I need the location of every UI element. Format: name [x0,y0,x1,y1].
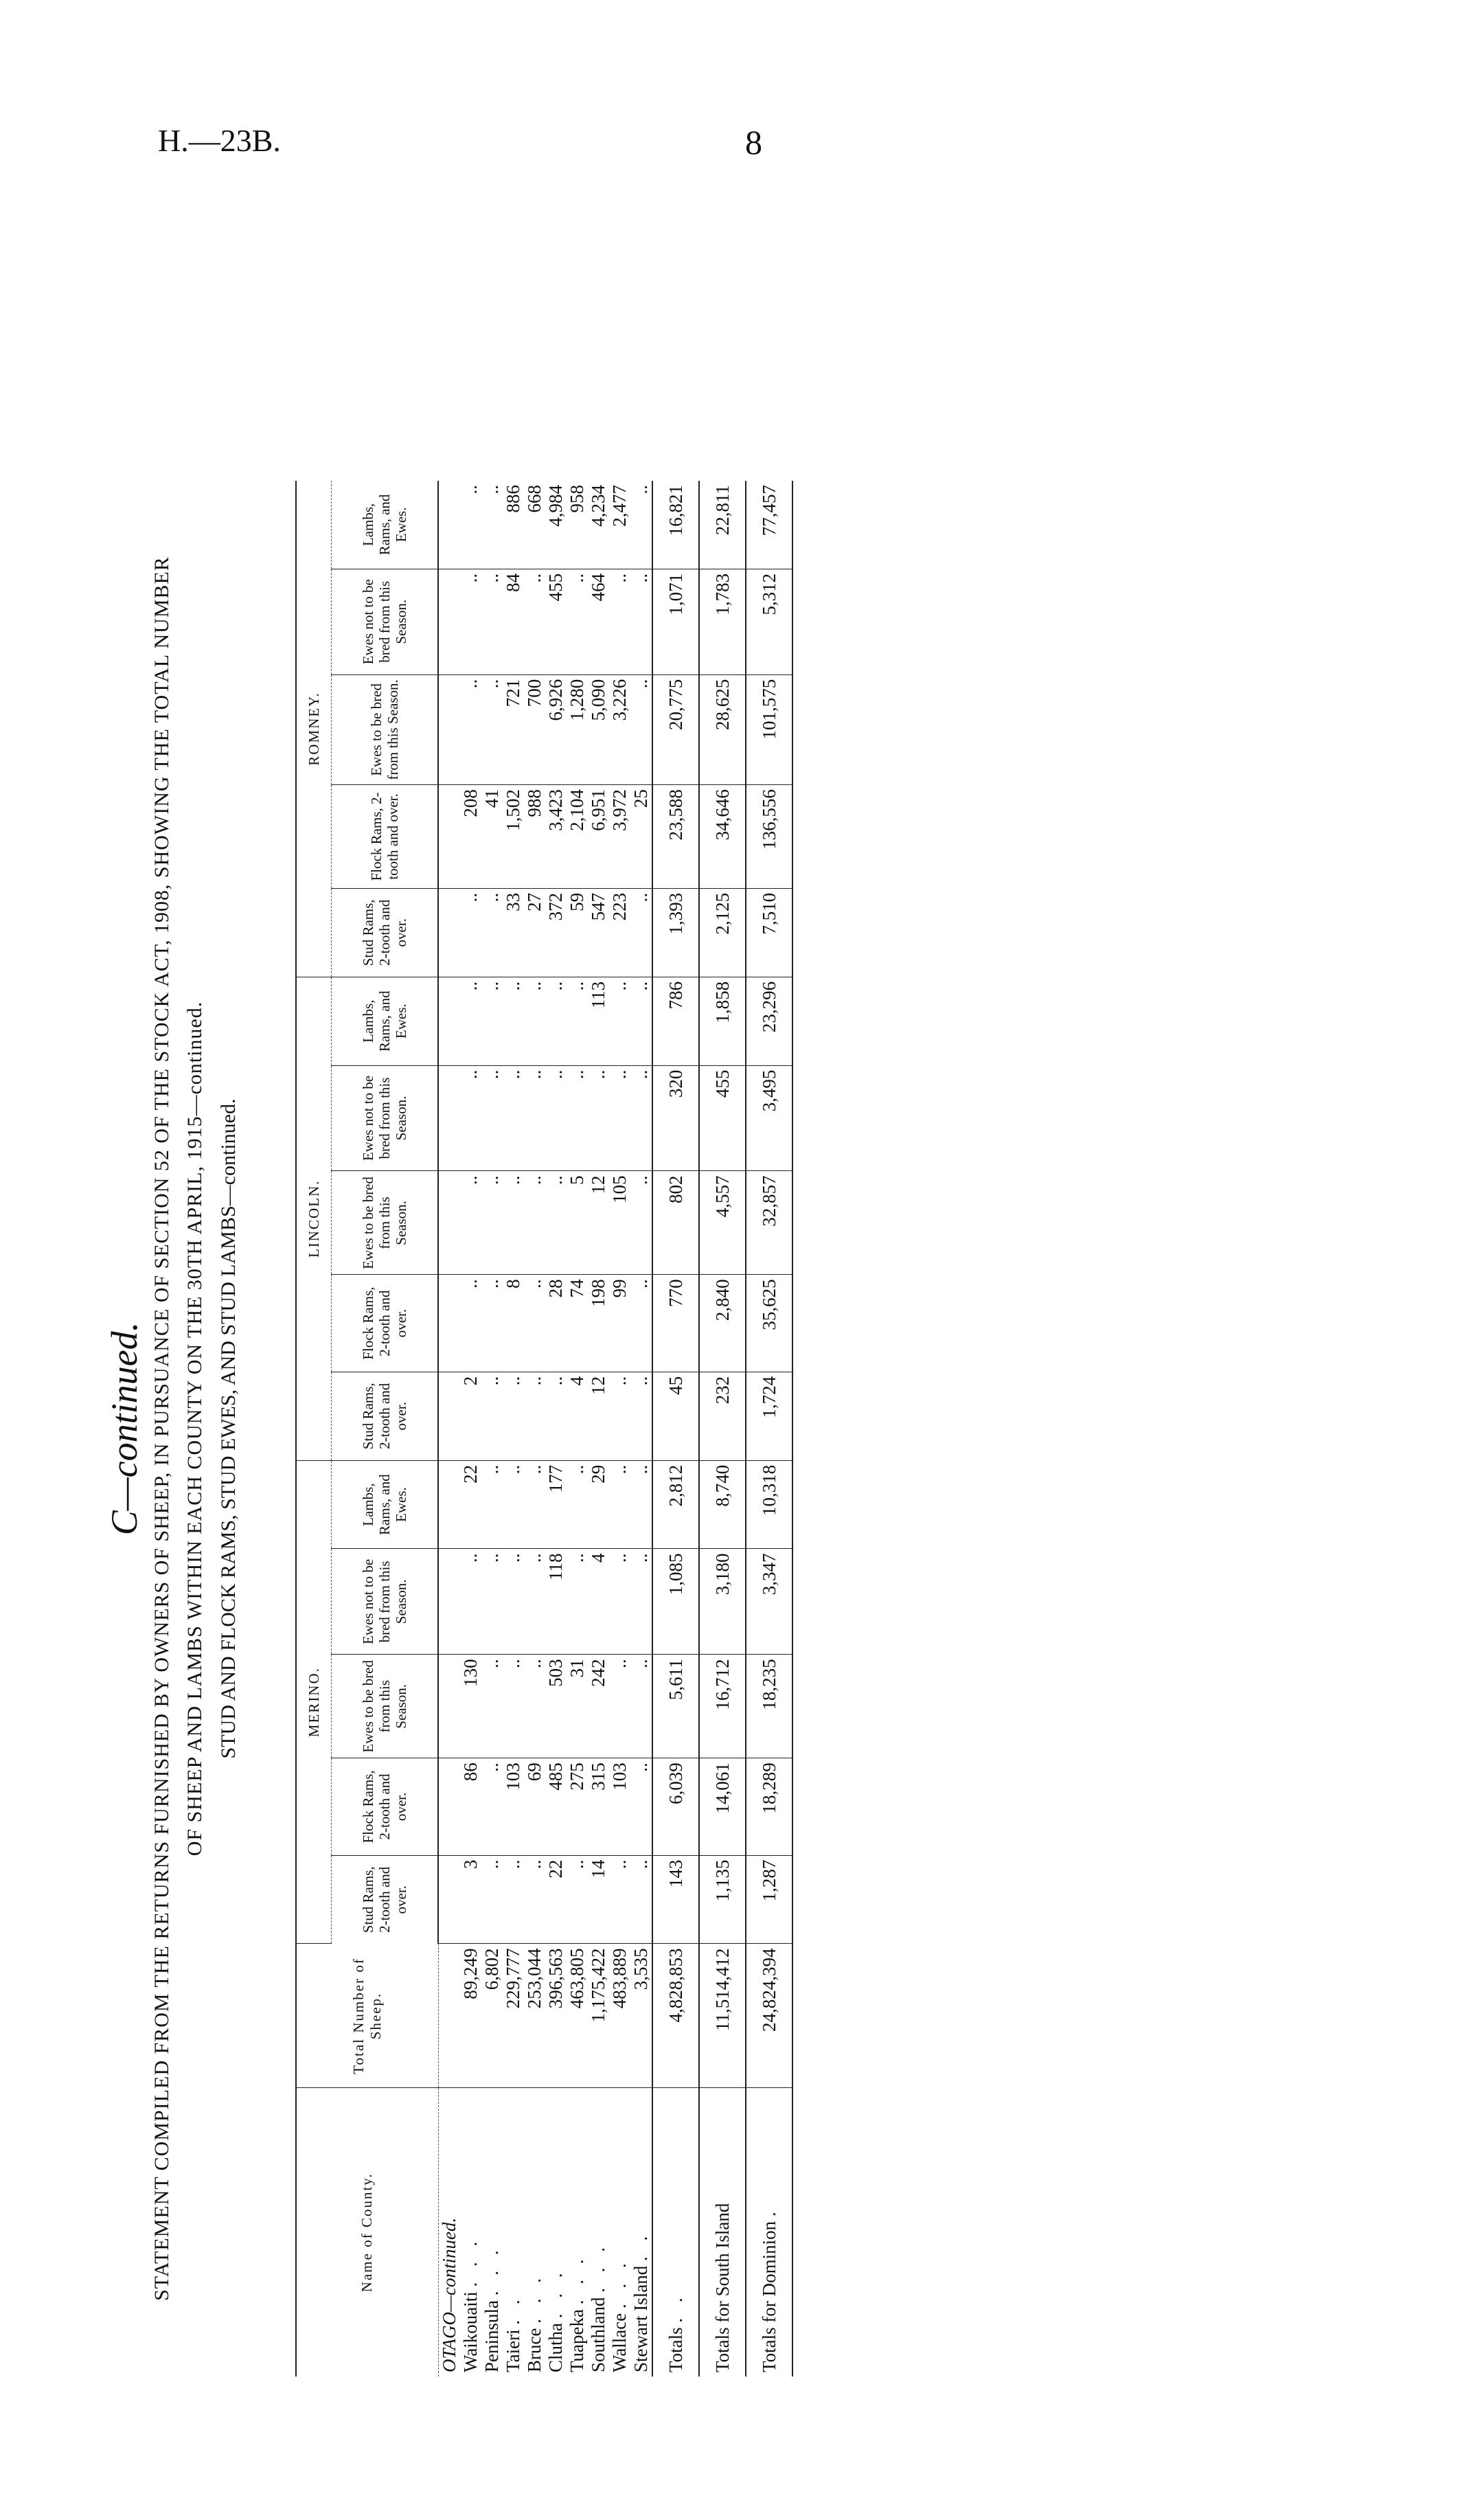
table-row [652,481,699,2376]
table-cell: .. [609,1460,630,1549]
table-cell: 786 [652,977,699,1065]
table-cell: 12 [588,1171,609,1275]
table-cell: 3,495 [746,1065,792,1171]
table-cell: 223 [609,888,630,977]
county-name [699,2088,746,2376]
county-name-text: Totals for South Island [711,2203,733,2372]
table-cell: .. [481,1549,503,1655]
table-cell: 455 [699,1065,746,1171]
table-cell: .. [481,977,503,1065]
table-cell: 84 [503,569,524,674]
table-cell: 24,824,394 [746,1944,792,2088]
table-cell: .. [630,1171,652,1275]
lincoln-lambs-header: Lambs, Rams, and Ewes. [332,977,439,1065]
table-cell: .. [503,1855,524,1944]
lincoln-flock-rams-header: Flock Rams, 2-tooth and over. [332,1275,439,1372]
table-cell: .. [609,1549,630,1655]
romney-ewes-to-breed-header: Ewes to be bred from this Season. [332,674,439,784]
table-cell: .. [481,1758,503,1855]
table-cell: 1,071 [652,569,699,674]
table-cell: .. [481,1171,503,1275]
table-cell: 721 [503,674,524,784]
table-cell: 2,840 [699,1275,746,1372]
table-cell: 130 [460,1655,481,1758]
table-cell: 198 [588,1275,609,1372]
table-cell: 2,125 [699,888,746,977]
table-cell: .. [588,1065,609,1171]
table-cell: 275 [567,1758,588,1855]
table-cell: 41 [481,785,503,889]
table-cell: .. [460,481,481,569]
table-cell: 242 [588,1655,609,1758]
table-cell: 3,535 [630,1944,652,2088]
table-cell: .. [481,1372,503,1460]
table-row [699,481,746,2376]
table-row [630,481,652,2376]
table-cell: .. [609,1065,630,1171]
table-cell: .. [567,977,588,1065]
table-row [481,481,503,2376]
table-cell: 1,724 [746,1372,792,1460]
table-cell: .. [481,1855,503,1944]
leader-dots: . . . [524,2273,545,2324]
table-cell: 113 [588,977,609,1065]
county-name [460,2088,481,2376]
table-cell: 503 [545,1655,567,1758]
leader-dots: . . . [545,2267,566,2319]
table-row [503,481,524,2376]
lincoln-group-header: LINCOLN. [296,977,332,1460]
table-cell: 3,226 [609,674,630,784]
table-cell: 253,044 [524,1944,545,2088]
lincoln-ewes-not-to-breed-header: Ewes not to be bred from this Season. [332,1065,439,1171]
empty-cell [438,1855,460,1944]
romney-flock-rams-header: Flock Rams, 2-tooth and over. [332,785,439,889]
table-cell: 5,312 [746,569,792,674]
table-cell: .. [481,569,503,674]
table-cell: .. [630,888,652,977]
county-name [588,2088,609,2376]
table-cell: .. [503,1655,524,1758]
table-cell: 3,347 [746,1549,792,1655]
table-cell: .. [609,1372,630,1460]
table-cell: 31 [567,1655,588,1758]
table-cell: 3,972 [609,785,630,889]
romney-lambs-header: Lambs, Rams, and Ewes. [332,481,439,569]
table-cell: 12 [588,1372,609,1460]
table-cell: 1,135 [699,1855,746,1944]
empty-cell [438,1275,460,1372]
table-cell: 2,477 [609,481,630,569]
table-cell: 101,575 [746,674,792,784]
county-name-text: Totals [665,2327,686,2372]
empty-cell [438,1758,460,1855]
table-cell: 89,249 [460,1944,481,2088]
table-cell: 958 [567,481,588,569]
table-cell: .. [503,1460,524,1549]
table-cell: 2,104 [567,785,588,889]
leader-dots: . [758,2206,779,2217]
county-name [746,2088,792,2376]
table-cell: 35,625 [746,1275,792,1372]
table-row [746,481,792,2376]
table-row [609,481,630,2376]
table-cell: .. [460,569,481,674]
table-cell: .. [567,1065,588,1171]
table-cell: .. [503,977,524,1065]
county-name [481,2088,503,2376]
table-cell: .. [630,569,652,674]
table-cell: .. [460,1275,481,1372]
empty-cell [438,674,460,784]
table-cell: 4 [588,1549,609,1655]
table-cell: 118 [545,1549,567,1655]
section-label: OTAGO—continued. [438,2217,459,2372]
county-name-text: Stewart Island [630,2265,651,2372]
county-name [652,2088,699,2376]
leader-dots: . . . [609,2258,630,2309]
table-cell: .. [630,674,652,784]
table-cell: .. [545,1372,567,1460]
romney-ewes-not-to-breed-header: Ewes not to be bred from this Season. [332,569,439,674]
county-name-text: Waikouaiti [460,2291,481,2372]
table-cell: 6,802 [481,1944,503,2088]
table-cell: 463,805 [567,1944,588,2088]
lincoln-stud-rams-header: Stud Rams, 2-tooth and over. [332,1372,439,1460]
county-name [630,2088,652,2376]
table-cell: 2,812 [652,1460,699,1549]
county-name-header: Name of County. [296,2088,438,2376]
table-cell: .. [524,1855,545,1944]
table-cell: .. [630,1549,652,1655]
table-cell: 23,296 [746,977,792,1065]
table-cell: .. [481,481,503,569]
table-cell: .. [630,1855,652,1944]
table-cell: 455 [545,569,567,674]
lincoln-ewes-to-breed-header: Ewes to be bred from this Season. [332,1171,439,1275]
table-cell: 34,646 [699,785,746,889]
merino-ewes-not-to-breed-header: Ewes not to be bred from this Season. [332,1549,439,1655]
table-cell: 23,588 [652,785,699,889]
table-cell: .. [481,1655,503,1758]
table-cell: 4,984 [545,481,567,569]
table-cell: 483,889 [609,1944,630,2088]
county-name-text: Bruce [524,2328,545,2372]
table-cell: .. [503,1065,524,1171]
table-cell: 1,783 [699,569,746,674]
table-cell: 32,857 [746,1171,792,1275]
empty-cell [438,785,460,889]
table-cell: .. [609,1655,630,1758]
table-cell: 6,039 [652,1758,699,1855]
table-cell: 7,510 [746,888,792,977]
table-cell: .. [460,1549,481,1655]
table-cell: 29 [588,1460,609,1549]
table-cell: 232 [699,1372,746,1460]
table-cell: .. [567,1460,588,1549]
leader-dots: . . [630,2230,651,2262]
statement-title-line2: OF SHEEP AND LAMBS WITHIN EACH COUNTY ON THE 30TH APRIL, 1915—continued. [183,1001,206,1857]
table-cell: .. [460,674,481,784]
merino-stud-rams-header: Stud Rams, 2-tooth and over. [332,1855,439,1944]
statement-title-line1: STATEMENT COMPILED FROM THE RETURNS FURNISHED BY OWNERS OF SHEEP, IN PURSUANCE OF SECTION 52 OF THE STOCK ACT, 1908, SHOWING THE TOTAL NUMBER [150,556,173,2301]
leader-dots: . . . [567,2254,587,2305]
empty-cell [438,888,460,977]
county-name-text: Wallace [609,2313,630,2372]
table-cell: 177 [545,1460,567,1549]
table-cell: .. [630,1275,652,1372]
table-cell: 3,180 [699,1549,746,1655]
table-cell: .. [481,888,503,977]
table-cell: 4,234 [588,481,609,569]
table-cell: 8 [503,1275,524,1372]
leader-dots: . . [503,2294,523,2325]
county-name-text: Tuapeka [567,2309,587,2372]
table-cell: 6,951 [588,785,609,889]
table-cell: 28 [545,1275,567,1372]
continued-heading: C—continued. [104,1321,145,1536]
table-cell: .. [609,1855,630,1944]
table-row [588,481,609,2376]
table-cell: 10,318 [746,1460,792,1549]
empty-cell [438,569,460,674]
page-number: 8 [745,123,762,161]
table-cell: .. [630,1655,652,1758]
table-cell: .. [545,977,567,1065]
table-row [545,481,567,2376]
table-cell: .. [460,977,481,1065]
table-cell: 3,423 [545,785,567,889]
table-cell: .. [524,1460,545,1549]
table-cell: 5,611 [652,1655,699,1758]
empty-cell [438,1171,460,1275]
table-cell: .. [609,977,630,1065]
table-cell: 28,625 [699,674,746,784]
table-cell: 1,280 [567,674,588,784]
table-cell: 1,175,422 [588,1944,609,2088]
table-cell: 668 [524,481,545,569]
table-cell: 700 [524,674,545,784]
county-name-text: Southland [588,2297,608,2372]
table-cell: 6,926 [545,674,567,784]
table-cell: .. [630,1372,652,1460]
sheep-statistics-table [295,481,793,2376]
merino-lambs-header: Lambs, Rams, and Ewes. [332,1460,439,1549]
county-name [545,2088,567,2376]
table-cell: .. [630,977,652,1065]
table-cell: 45 [652,1372,699,1460]
table-cell: 20,775 [652,674,699,784]
table-cell: 1,858 [699,977,746,1065]
merino-ewes-to-breed-header: Ewes to be bred from this Season. [332,1655,439,1758]
table-row [460,481,481,2376]
empty-cell [438,1460,460,1549]
county-name-text: Totals for Dominion [758,2221,779,2372]
leader-dots: . . [665,2292,686,2323]
table-cell: 372 [545,888,567,977]
table-cell: .. [524,977,545,1065]
table-cell: 320 [652,1065,699,1171]
table-body [438,481,792,2376]
table-cell: 77,457 [746,481,792,569]
empty-cell [438,1065,460,1171]
table-cell: 33 [503,888,524,977]
table-cell: 988 [524,785,545,889]
table-cell: .. [503,1549,524,1655]
table-cell: 770 [652,1275,699,1372]
section-row [438,481,460,2376]
table-cell: .. [524,1372,545,1460]
table-cell: .. [630,1758,652,1855]
table-cell: .. [524,569,545,674]
table-cell: .. [524,1065,545,1171]
leader-dots: . . . [481,2245,502,2296]
table-cell: 2 [460,1372,481,1460]
table-cell: 99 [609,1275,630,1372]
table-cell: .. [503,1171,524,1275]
table-cell: 4,828,853 [652,1944,699,2088]
table-cell: 136,556 [746,785,792,889]
table-cell: .. [567,1855,588,1944]
table-cell: 5 [567,1171,588,1275]
table-cell: 886 [503,481,524,569]
table-cell: 3 [460,1855,481,1944]
romney-stud-rams-header: Stud Rams, 2-tooth and over. [332,888,439,977]
empty-cell [438,1549,460,1655]
table-cell: 103 [609,1758,630,1855]
county-name [609,2088,630,2376]
table-cell: 464 [588,569,609,674]
county-name-text: Clutha [545,2323,566,2372]
table-cell: .. [545,1065,567,1171]
total-sheep-header: Total Number of Sheep. [296,1944,438,2088]
table-cell: 485 [545,1758,567,1855]
document-code: H.—23B. [158,123,281,158]
county-name-text: Peninsula [481,2300,502,2372]
table-cell: 18,235 [746,1655,792,1758]
table-cell: 14 [588,1855,609,1944]
table-cell: 16,712 [699,1655,746,1758]
table-cell: .. [481,1460,503,1549]
merino-flock-rams-header: Flock Rams, 2-tooth and over. [332,1758,439,1855]
table-cell: 25 [630,785,652,889]
table-cell: .. [460,1171,481,1275]
table-cell: 1,287 [746,1855,792,1944]
table-cell: 4,557 [699,1171,746,1275]
table-cell: 22 [460,1460,481,1549]
table-cell: .. [460,888,481,977]
county-name-text: Taieri [503,2329,523,2372]
table-cell: .. [460,1065,481,1171]
table-titles [89,398,295,2459]
empty-cell [438,977,460,1065]
statement-subtitle: STUD AND FLOCK RAMS, STUD EWES, AND STUD LAMBS—continued. [217,1098,240,1759]
table-cell: .. [481,1275,503,1372]
table-cell: 86 [460,1758,481,1855]
county-name [524,2088,545,2376]
empty-cell [438,1655,460,1758]
table-cell: 1,085 [652,1549,699,1655]
table-cell: .. [524,1655,545,1758]
table-cell: .. [481,1065,503,1171]
table-cell: .. [524,1171,545,1275]
county-name [503,2088,524,2376]
leader-dots: . . . [588,2241,608,2293]
table-cell: 208 [460,785,481,889]
table-cell: 1,393 [652,888,699,977]
table-cell: .. [630,1065,652,1171]
table-cell: 4 [567,1372,588,1460]
rotated-table-block [89,398,1394,2459]
table-cell: .. [481,674,503,784]
table-cell: .. [630,1460,652,1549]
county-name [567,2088,588,2376]
table-cell: .. [567,1549,588,1655]
merino-group-header: MERINO. [296,1460,332,1944]
romney-group-header: ROMNEY. [296,481,332,977]
table-cell: 143 [652,1855,699,1944]
table-cell: .. [567,569,588,674]
table-cell: 547 [588,888,609,977]
table-cell: 27 [524,888,545,977]
table-cell: 59 [567,888,588,977]
leader-dots: . . . [460,2236,481,2287]
table-cell: 74 [567,1275,588,1372]
table-cell: .. [503,1372,524,1460]
table-cell: 16,821 [652,481,699,569]
table-cell: 5,090 [588,674,609,784]
table-cell: 229,777 [503,1944,524,2088]
table-cell: .. [609,569,630,674]
table-cell: .. [524,1275,545,1372]
table-cell: 18,289 [746,1758,792,1855]
table-cell: .. [630,481,652,569]
table-cell: 802 [652,1171,699,1275]
table-cell: .. [545,1171,567,1275]
table-cell: 22,811 [699,481,746,569]
table-cell: 103 [503,1758,524,1855]
table-cell: 14,061 [699,1758,746,1855]
table-row [524,481,545,2376]
table-row [567,481,588,2376]
table-cell: 1,502 [503,785,524,889]
table-cell: 22 [545,1855,567,1944]
table-cell: 11,514,412 [699,1944,746,2088]
empty-cell [438,1944,460,2088]
table-cell: 8,740 [699,1460,746,1549]
table-cell: 105 [609,1171,630,1275]
table-cell: .. [524,1549,545,1655]
table-cell: 315 [588,1758,609,1855]
table-cell: 396,563 [545,1944,567,2088]
table-cell: 69 [524,1758,545,1855]
empty-cell [438,481,460,569]
empty-cell [438,1372,460,1460]
